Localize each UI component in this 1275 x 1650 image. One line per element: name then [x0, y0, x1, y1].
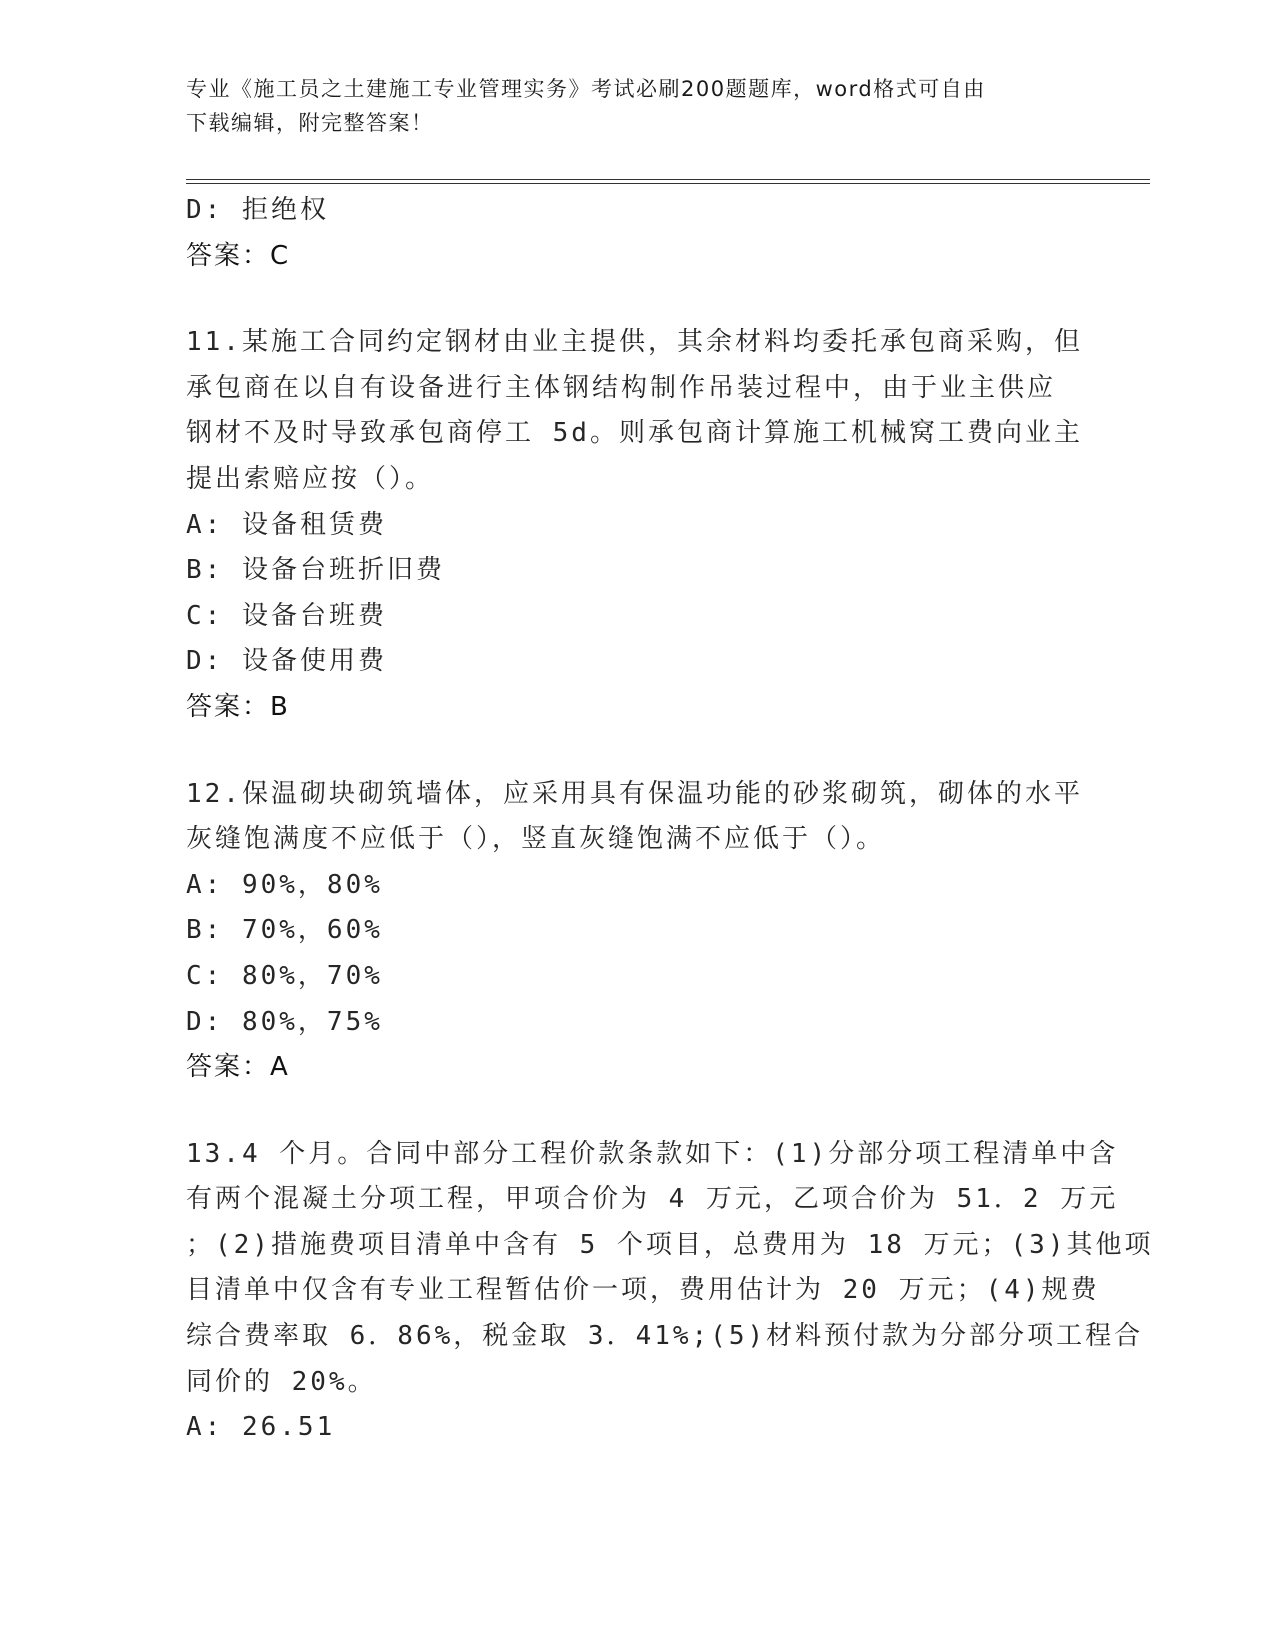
- option-b: B: 70%，60%: [186, 915, 383, 946]
- question-stem-line: 12.保温砌块砌筑墙体，应采用具有保温功能的砂浆砌筑，砌体的水平: [186, 778, 1083, 809]
- option-d: D: 80%，75%: [186, 1006, 383, 1037]
- option-d: D: 拒绝权: [186, 195, 329, 225]
- block-gap: [186, 279, 1086, 320]
- document-header: [186, 72, 1066, 140]
- option-c: C: 80%，70%: [186, 960, 383, 991]
- answer-line: 答案：C: [186, 240, 291, 271]
- question-stem-line: 有两个混凝土分项工程，甲项合价为 4 万元，乙项合价为 51．2 万元: [186, 1184, 1119, 1215]
- question-stem-line: 承包商在以自有设备进行主体钢结构制作吊装过程中，由于业主供应: [186, 372, 1057, 403]
- answer-line: 答案：B: [186, 691, 290, 722]
- header-line-1: 专业《施工员之土建施工专业管理实务》考试必刷200题题库，word格式可自由: [186, 77, 986, 101]
- block-gap: [186, 1091, 1086, 1132]
- option-a: A: 90%，80%: [186, 869, 383, 900]
- question-stem-line: 综合费率取 6．86%，税金取 3．41%;(5)材料预付款为分部分项工程合: [186, 1321, 1144, 1352]
- question-stem-line: 提出索赔应按（）。: [186, 463, 435, 494]
- option-a: A: 设备租赁费: [186, 509, 387, 540]
- question-stem-line: 同价的 20%。: [186, 1366, 377, 1397]
- question-content: [186, 188, 1154, 1451]
- header-line-2: 下载编辑，附完整答案！: [186, 111, 434, 135]
- question-block-10: [186, 188, 1086, 279]
- question-stem-line: ；(2)措施费项目清单中含有 5 个项目，总费用为 18 万元；(3)其他项: [186, 1229, 1154, 1260]
- question-block-11: [186, 320, 1086, 730]
- header-rule-bottom: [186, 183, 1150, 184]
- option-d: D: 设备使用费: [186, 646, 387, 677]
- option-c: C: 设备台班费: [186, 600, 387, 631]
- option-b: B: 设备台班折旧费: [186, 555, 445, 586]
- answer-line: 答案：A: [186, 1052, 290, 1083]
- question-stem-line: 钢材不及时导致承包商停工 5d。则承包商计算施工机械窝工费向业主: [186, 418, 1083, 449]
- question-stem-line: 目清单中仅含有专业工程暂估价一项，费用估计为 20 万元；(4)规费: [186, 1275, 1100, 1306]
- question-stem-line: 灰缝饱满度不应低于（），竖直灰缝饱满不应低于（）。: [186, 824, 886, 855]
- header-rule-top: [186, 179, 1150, 180]
- question-block-12: [186, 772, 1086, 1091]
- option-a: A: 26.51: [186, 1412, 336, 1443]
- question-stem-line: 13.4 个月。合同中部分工程价款条款如下：(1)分部分项工程清单中含: [186, 1138, 1119, 1169]
- question-stem-line: 11.某施工合同约定钢材由业主提供，其余材料均委托承包商采购，但: [186, 327, 1083, 358]
- block-gap: [186, 731, 1086, 772]
- question-block-13: [186, 1132, 1154, 1451]
